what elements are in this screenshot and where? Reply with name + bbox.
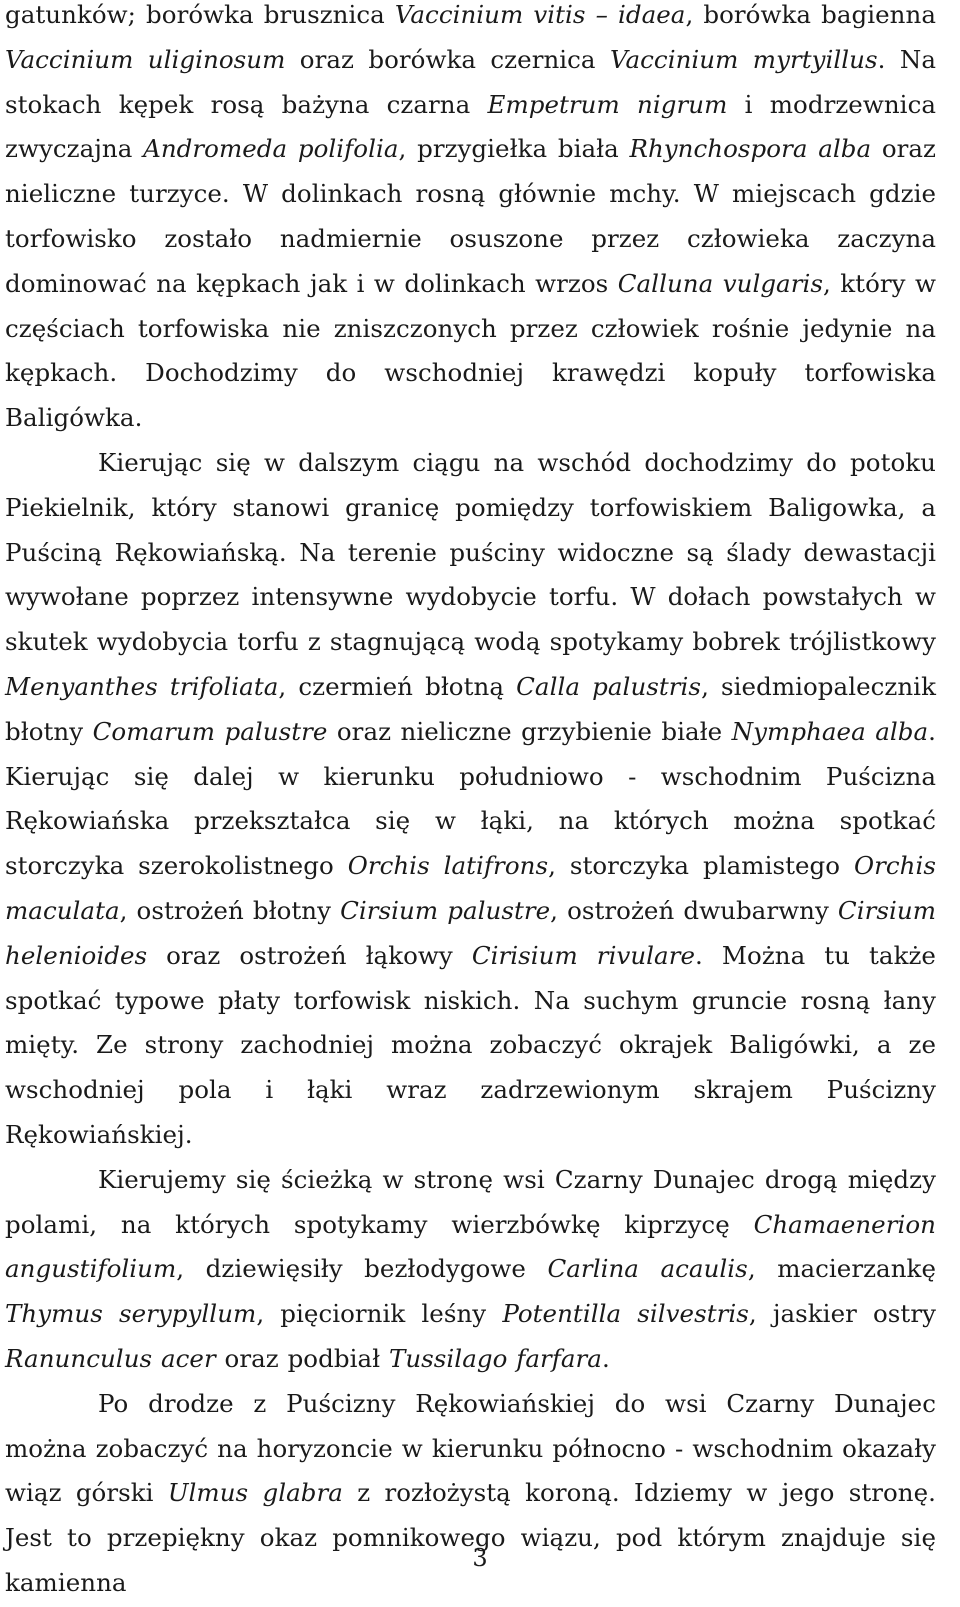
text-run: Po drodze z Puścizny Rękowiańskiej do wsi Czarny Dunajec można zobaczyć na horyzoncie w kierunku północno - wschodnim okazały wiąz górski xyxy=(5,1388,936,1508)
species-name: Ulmus glabra xyxy=(167,1478,343,1508)
text-run: oraz ostrożeń łąkowy xyxy=(147,940,472,970)
text-run: , jaskier ostry xyxy=(748,1299,936,1329)
text-run: oraz podbiał xyxy=(215,1343,389,1373)
text-run: oraz nieliczne turzyce. W dolinkach rosną głównie mchy. W miejscach gdzie torfowisko zostało nadmiernie osuszone przez człowieka zaczyna dominować na kępkach jak i w dolinkach wrzos xyxy=(5,134,937,298)
text-run: , storczyka plamistego xyxy=(548,851,854,881)
species-name: Carlina acaulis xyxy=(547,1254,748,1284)
species-name: Nymphaea alba xyxy=(731,716,929,746)
text-run: gatunków; borówka brusznica xyxy=(5,0,395,29)
text-run: . Kierując się dalej w kierunku południowo - wschodnim Puścizna Rękowiańska przekształca się w łąki, na których można spotkać storczyka szerokolistnego xyxy=(5,716,936,881)
text-run: . Można tu także spotkać typowe płaty torfowisk niskich. Na suchym gruncie rosną łany mięty. Ze strony zachodniej można zobaczyć okrajek Baligówki, a ze wschodniej pola i łąki wraz zadrzewionym skrajem Puścizny Rękowiańskiej. xyxy=(5,940,936,1149)
species-name: Menyanthes trifoliata xyxy=(5,671,279,701)
species-name: Andromeda polifolia xyxy=(143,134,399,164)
species-name: Potentilla silvestris xyxy=(502,1299,749,1329)
text-run: , siedmiopalecznik błotny xyxy=(5,671,936,746)
text-run: . Na stokach kępek rosą bażyna czarna xyxy=(5,44,937,119)
species-name: Tussilago farfara xyxy=(388,1343,602,1373)
species-name: Calla palustris xyxy=(516,671,702,701)
species-name: Thymus serypyllum xyxy=(5,1299,257,1329)
text-run: , ostrożeń błotny xyxy=(119,895,341,925)
species-name: Orchis latifrons xyxy=(347,851,549,881)
text-run: , dziewięsiły bezłodygowe xyxy=(176,1254,548,1284)
text-run: , który w częściach torfowiska nie zniszczonych przez człowiek rośnie jedynie na kępkach. Dochodzimy do wschodniej krawędzi kopuły torfowiska Baligówka. xyxy=(5,268,936,433)
text-run: Kierując się w dalszym ciągu na wschód dochodzimy do potoku Piekielnik, który stanowi granicę pomiędzy torfowiskiem Baligowka, a Puściną Rękowiańską. Na terenie puściny widoczne są ślady dewastacji wywołane poprzez intensywne wydobycie torfu. W dołach powstałych w skutek wydobycia torfu z stagnującą wodą spotykamy bobrek trójlistkowy xyxy=(5,447,936,657)
text-run: , przygiełka biała xyxy=(398,134,630,164)
species-name: Vaccinium vitis – idaea xyxy=(394,0,686,29)
text-run: oraz nieliczne grzybienie białe xyxy=(327,716,732,746)
species-name: Vaccinium myrtyillus xyxy=(610,44,878,74)
species-name: Calluna vulgaris xyxy=(617,268,823,298)
text-run: Kierujemy się ścieżką w stronę wsi Czarny Dunajec drogą między polami, na których spotykamy wierzbówkę kiprzycę xyxy=(5,1164,936,1239)
paragraph xyxy=(5,1158,936,1382)
text-run: , ostrożeń dwubarwny xyxy=(550,895,838,925)
species-name: Orchis maculata xyxy=(5,851,936,925)
species-name: Rhynchospora alba xyxy=(629,134,872,164)
text-run: oraz borówka czernica xyxy=(285,44,610,74)
species-name: Chamaenerion angustifolium xyxy=(5,1209,936,1284)
document-page xyxy=(5,0,936,1606)
species-name: Comarum palustre xyxy=(92,716,328,746)
species-name: Cirsium helenioides xyxy=(5,895,936,970)
text-run: , macierzankę xyxy=(747,1254,936,1284)
text-run: i modrzewnica zwyczajna xyxy=(5,89,937,164)
page-number: 3 xyxy=(472,1544,488,1572)
species-name: Cirsium palustre xyxy=(340,895,551,925)
text-run: z rozłożystą koroną. Idziemy w jego stronę. Jest to przepiękny okaz pomnikowego wiązu, pod którym znajduje się kamienna xyxy=(5,1478,936,1597)
paragraph xyxy=(5,441,936,1158)
species-name: Cirisium rivulare xyxy=(471,940,696,970)
species-name: Vaccinium uliginosum xyxy=(5,44,286,74)
species-name: Ranunculus acer xyxy=(5,1343,216,1373)
species-name: Empetrum nigrum xyxy=(487,89,728,119)
text-run: , pięciornik leśny xyxy=(256,1299,503,1329)
text-run: , czermień błotną xyxy=(278,671,517,701)
text-run: , borówka bagienna xyxy=(685,0,936,29)
paragraph xyxy=(5,0,936,441)
text-run: . xyxy=(601,1343,610,1373)
